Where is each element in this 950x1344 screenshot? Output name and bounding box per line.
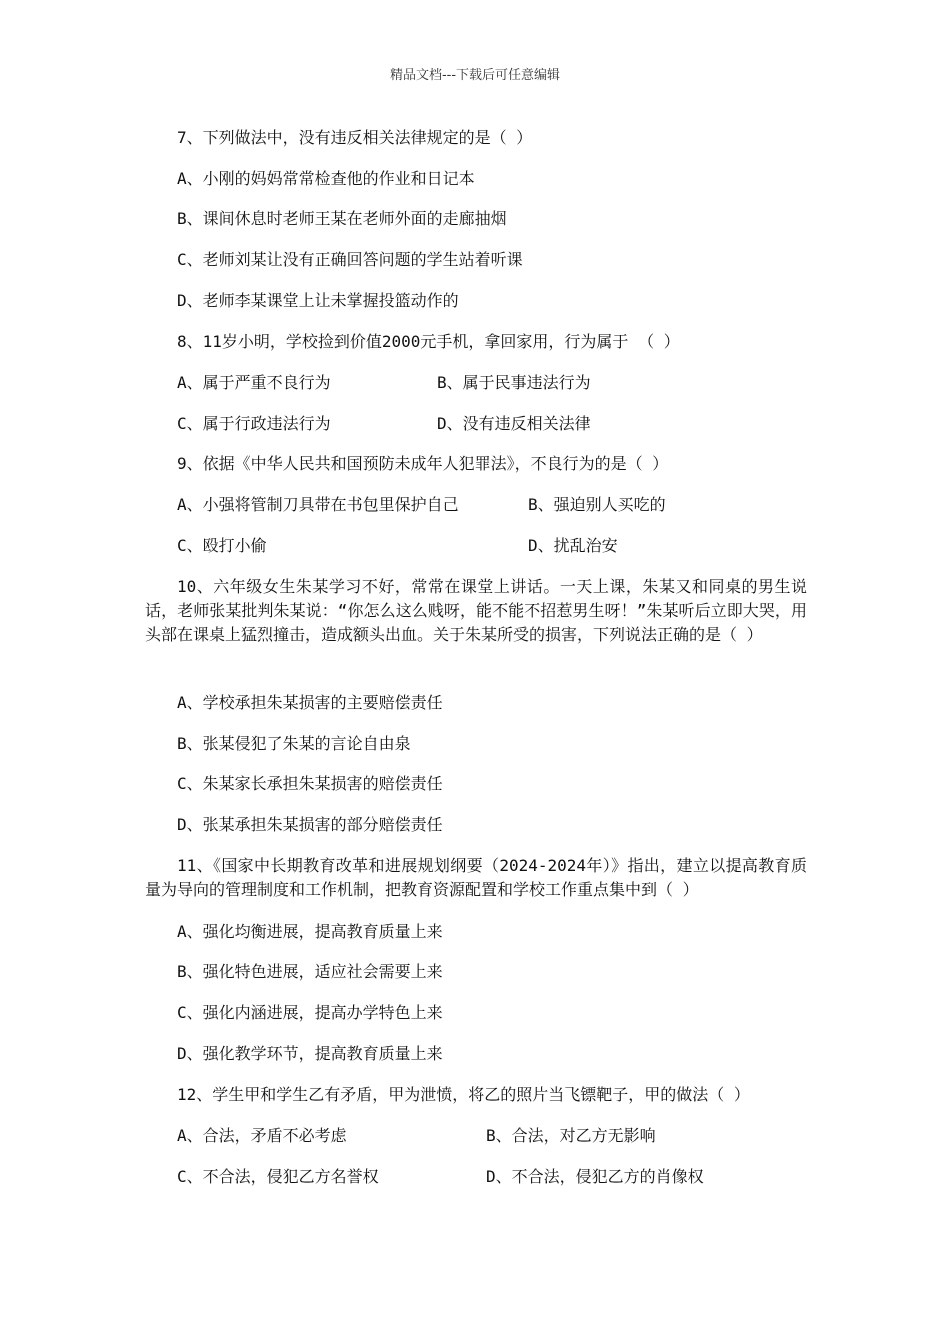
question-7-stem: 7、下列做法中，没有违反相关法律规定的是（ ） xyxy=(177,128,533,147)
question-9-stem: 9、依据《中华人民共和国预防未成年人犯罪法》，不良行为的是（ ） xyxy=(177,454,669,473)
question-8-option-b: B、属于民事违法行为 xyxy=(437,373,591,392)
page-header: 精品文档---下载后可任意编辑 xyxy=(389,68,561,83)
question-7-option-c: C、老师刘某让没有正确回答问题的学生站着听课 xyxy=(177,250,523,269)
question-9-option-c: C、殴打小偷 xyxy=(177,536,267,555)
question-11-stem: 11、《国家中长期教育改革和进展规划纲要（2024-2024年）》指出，建立以提高教育质量为导向的管理制度和工作机制，把教育资源配置和学校工作重点集中到（ ） xyxy=(145,856,807,899)
question-12-option-a: A、合法，矛盾不必考虑 xyxy=(177,1126,347,1145)
question-12-option-d: D、不合法，侵犯乙方的肖像权 xyxy=(486,1167,704,1186)
question-10-option-b: B、张某侵犯了朱某的言论自由泉 xyxy=(177,734,411,753)
question-7-option-a: A、小刚的妈妈常常检查他的作业和日记本 xyxy=(177,169,475,188)
question-7-option-d: D、老师李某课堂上让未掌握投篮动作的 xyxy=(177,291,459,310)
question-8-option-d: D、没有违反相关法律 xyxy=(437,414,591,433)
question-11-option-b: B、强化特色进展，适应社会需要上来 xyxy=(177,962,443,981)
question-9-option-d: D、扰乱治安 xyxy=(528,536,618,555)
question-12-option-b: B、合法，对乙方无影响 xyxy=(486,1126,656,1145)
question-10-stem: 10、六年级女生朱某学习不好，常常在课堂上讲话。一天上课，朱某又和同桌的男生说话，老师张某批判朱某说：“你怎么这么贱呀，能不能不招惹男生呀！”朱某听后立即大哭，用头部在课桌上猛烈撞击，造成额头出血。关于朱某所受的损害，下列说法正确的是（ ） xyxy=(145,577,807,644)
question-7-option-b: B、课间休息时老师王某在老师外面的走廊抽烟 xyxy=(177,209,507,228)
question-9-option-b: B、强迫别人买吃的 xyxy=(528,495,666,514)
question-9-option-a: A、小强将管制刀具带在书包里保护自己 xyxy=(177,495,459,514)
question-11-option-c: C、强化内涵进展，提高办学特色上来 xyxy=(177,1003,443,1022)
question-10-option-c: C、朱某家长承担朱某损害的赔偿责任 xyxy=(177,774,443,793)
question-10-option-d: D、张某承担朱某损害的部分赔偿责任 xyxy=(177,815,443,834)
question-11-option-d: D、强化教学环节，提高教育质量上来 xyxy=(177,1044,443,1063)
question-8-option-a: A、属于严重不良行为 xyxy=(177,373,331,392)
question-12-stem: 12、学生甲和学生乙有矛盾，甲为泄愤，将乙的照片当飞镖靶子，甲的做法（ ） xyxy=(177,1085,750,1104)
question-8-option-c: C、属于行政违法行为 xyxy=(177,414,331,433)
question-12-option-c: C、不合法，侵犯乙方名誉权 xyxy=(177,1167,379,1186)
question-8-stem: 8、11岁小明，学校捡到价值2000元手机，拿回家用，行为属于 （ ） xyxy=(177,332,680,351)
question-11-option-a: A、强化均衡进展，提高教育质量上来 xyxy=(177,922,443,941)
question-10-option-a: A、学校承担朱某损害的主要赔偿责任 xyxy=(177,693,443,712)
